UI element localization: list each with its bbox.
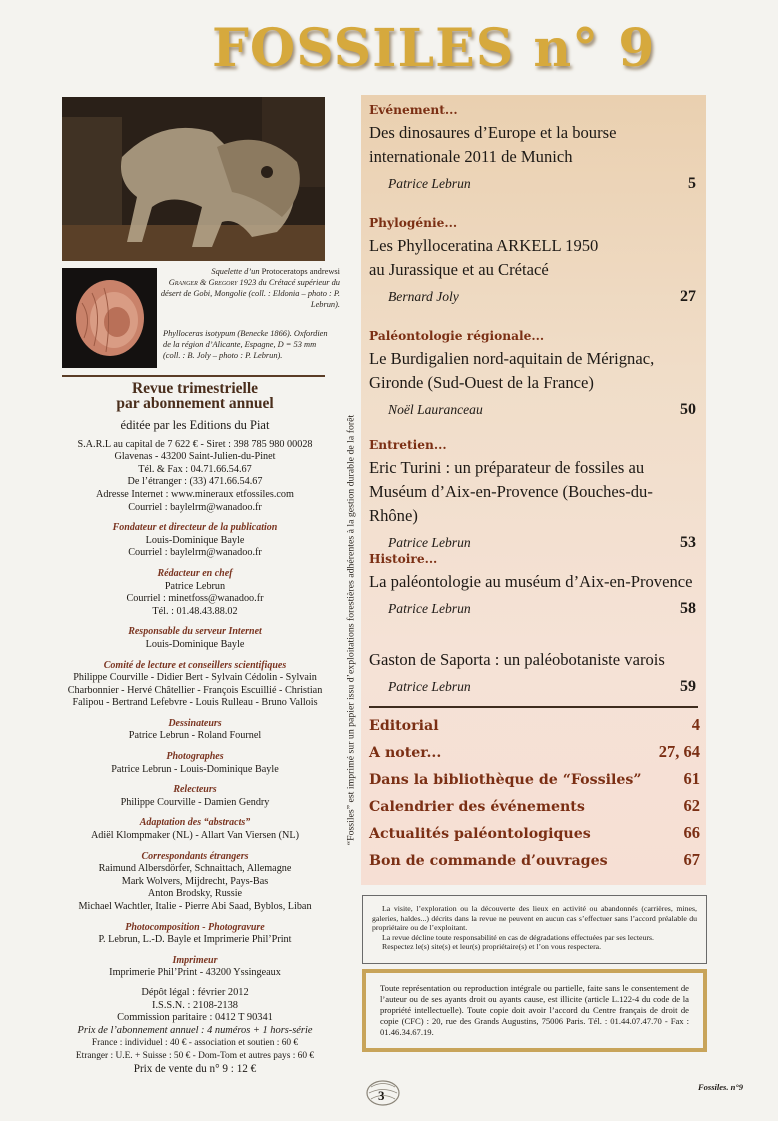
role-title: Rédacteur en chef xyxy=(157,567,233,579)
role-line: Patrice Lebrun xyxy=(164,580,226,592)
depot-line: Etranger : U.E. + Suisse : 50 € - Dom-Tom et autres pays : 60 € xyxy=(75,1050,315,1061)
toc-extra-row[interactable]: Dans la bibliothèque de “Fossiles” 61 xyxy=(369,769,700,788)
ammonite-caption: Phylloceras isotypum (Benecke 1866). Oxfordien de la région d’Alicante, Espagne, D = 53 mm (coll. : B. Joly – photo : P. Lebrun). xyxy=(163,329,328,360)
depot-line: France : individuel : 40 € - association et soutien : 60 € xyxy=(91,1038,299,1049)
toc-extra-row[interactable]: Calendrier des événements 62 xyxy=(369,796,700,815)
toc-page: 5 xyxy=(688,175,696,192)
toc-headline[interactable]: Les Phylloceratina ARKELL 1950 au Jurassique et au Crétacé xyxy=(369,236,599,279)
role-line: Michael Wachtler, Italie - Pierre Abi Saad, Byblos, Liban xyxy=(78,901,312,912)
toc-author: Noël Lauranceau xyxy=(388,402,483,417)
paper-note xyxy=(343,380,359,880)
masthead xyxy=(66,381,324,1075)
toc-section xyxy=(369,552,696,618)
toc-extra-row[interactable]: Bon de commande d’ouvrages 67 xyxy=(369,850,700,869)
copyright-notice: Toute représentation ou reproduction intégrale ou partielle, faite sans le consentement de l’auteur ou de ses ayants droit ou ayants cause, est illicite (article L.122-4 du code de la propriété intellectuelle). Toute copie doit avoir l’accord du Centre français de droit de copie (CFC) : 20, rue des Grands Augustins, 75006 Paris. Tél. : 01.44.07.47.70 - Fax : 01.46.34.67.19. xyxy=(362,969,707,1052)
toc-page: 27 xyxy=(680,288,696,305)
revue-line1: Revue trimestrielle xyxy=(131,380,259,397)
role-line: Philippe Courville - Damien Gendry xyxy=(120,796,270,808)
paper-note-text: “Fossiles” est imprimé sur un papier issu d’exploitations forestières adhérentes à la gestion durable de la forêt xyxy=(345,414,357,846)
toc-author: Patrice Lebrun xyxy=(388,535,471,550)
depot-line: I.S.S.N. : 2108-2138 xyxy=(151,999,239,1011)
role-line: Anton Brodsky, Russie xyxy=(147,888,243,900)
toc-section xyxy=(369,644,696,696)
toc-author: Patrice Lebrun xyxy=(388,601,471,616)
toc-section xyxy=(369,103,696,193)
magazine-title: FOSSILES n° 9 xyxy=(212,18,656,79)
ammonite-photo xyxy=(62,268,157,368)
role-title: Photographes xyxy=(166,751,224,763)
toc-category: Paléontologie régionale... xyxy=(369,329,545,343)
toc-headline[interactable]: Gaston de Saporta : un paléobotaniste varois xyxy=(369,650,665,669)
toc-divider xyxy=(369,706,698,708)
role-line: Raimund Albersdörfer, Schnaittach, Allemagne xyxy=(98,863,292,875)
address-line: Tél. & Fax : 04.71.66.54.67 xyxy=(138,463,252,475)
toc-extra-row[interactable]: Actualités paléontologiques 66 xyxy=(369,823,700,842)
depot-line: Prix de l’abonnement annuel : 4 numéros + 1 hors-série xyxy=(77,1024,313,1036)
footer-magazine: Fossiles. n°9 xyxy=(698,1082,743,1092)
masthead-divider xyxy=(62,375,325,377)
revue-line2: par abonnement annuel xyxy=(116,395,274,412)
toc-page: 59 xyxy=(680,678,696,695)
toc-section xyxy=(369,329,696,419)
toc-page: 50 xyxy=(680,401,696,418)
toc-author: Bernard Joly xyxy=(388,289,459,304)
toc-category: Phylogénie... xyxy=(369,216,458,230)
toc-section xyxy=(369,438,696,552)
toc-headline[interactable]: Eric Turini : un préparateur de fossiles au Muséum d’Aix-en-Provence (Bouches-du-Rhône) xyxy=(369,458,653,525)
role-line: Adiël Klompmaker (NL) - Allart Van Viersen (NL) xyxy=(90,830,300,842)
address-block xyxy=(66,439,324,515)
table-of-contents xyxy=(361,95,706,885)
role-title: Adaptation des “abstracts” xyxy=(139,817,251,829)
toc-author: Patrice Lebrun xyxy=(388,679,471,694)
toc-headline[interactable]: La paléontologie au muséum d’Aix-en-Provence xyxy=(369,572,693,591)
role-title: Fondateur et directeur de la publication xyxy=(112,522,278,534)
role-line: Patrice Lebrun - Louis-Dominique Bayle xyxy=(111,763,279,775)
address-line: Adresse Internet : www.mineraux etfossiles.com xyxy=(96,488,294,500)
role-line: Tél. : 01.48.43.88.02 xyxy=(152,605,238,617)
role-title: Responsable du serveur Internet xyxy=(128,626,262,638)
toc-extras xyxy=(369,715,700,877)
role-line: Courriel : baylelrm@wanadoo.fr xyxy=(128,547,262,559)
depot-line: Dépôt légal : février 2012 xyxy=(141,986,249,998)
role-line: Imprimerie Phil’Print - 43200 Yssingeaux xyxy=(109,967,281,979)
toc-category: Histoire... xyxy=(369,552,438,566)
toc-page: 58 xyxy=(680,600,696,617)
role-line: Courriel : minetfoss@wanadoo.fr xyxy=(126,593,264,605)
toc-category: Entretien... xyxy=(369,438,447,452)
role-line: P. Lebrun, L.-D. Bayle et Imprimerie Phil’Print xyxy=(98,934,292,946)
toc-category: Evénement... xyxy=(369,103,458,117)
role-title: Comité de lecture et conseillers scientifiques xyxy=(103,659,287,671)
editee-line: éditée par les Editions du Piat xyxy=(120,418,270,432)
depot-line: Commission paritaire : 0412 T 90341 xyxy=(117,1012,273,1024)
toc-author: Patrice Lebrun xyxy=(388,176,471,191)
depot-block xyxy=(66,987,324,1075)
toc-page: 53 xyxy=(680,534,696,551)
toc-extra-row[interactable]: A noter... 27, 64 xyxy=(369,742,700,761)
protoceratops-skeleton-photo xyxy=(62,97,325,261)
toc-extra-row[interactable]: Editorial 4 xyxy=(369,715,700,734)
toc-headline[interactable]: Le Burdigalien nord-aquitain de Mérignac, Gironde (Sud-Ouest de la France) xyxy=(369,349,655,392)
toc-headline[interactable]: Des dinosaures d’Europe et la bourse internationale 2011 de Munich xyxy=(369,123,617,166)
role-line: Patrice Lebrun - Roland Fournel xyxy=(128,730,262,742)
prix-vente: Prix de vente du n° 9 : 12 € xyxy=(133,1062,257,1075)
role-line: Falipou - Bertrand Lefebvre - Louis Rulleau - Bruno Vallois xyxy=(72,697,318,709)
role-line: Mark Wolvers, Mijdrecht, Pays-Bas xyxy=(121,875,269,887)
toc-section xyxy=(369,216,696,306)
address-line: De l’étranger : (33) 471.66.54.67 xyxy=(127,476,263,488)
role-line: Louis-Dominique Bayle xyxy=(145,534,245,546)
address-line: Courriel : baylelrm@wanadoo.fr xyxy=(128,501,262,513)
role-title: Relecteurs xyxy=(173,784,217,796)
address-line: Glavenas - 43200 Saint-Julien-du-Pinet xyxy=(114,451,276,463)
visit-notice: La visite, l’exploration ou la découverte des lieux en activité ou abandonnés (carrières, mines, galeries, haldes...) décrits dans la revue ne peuvent en aucun cas s’effectuer sans l’accord préalable du propriétaire ou de l’exploitant. La revue décline toute responsabilité en cas de dégradations effectuées par ses lecteurs. Respectez le(s) site(s) et leur(s) propriétaire(s) et l’on vous respectera. xyxy=(362,895,707,964)
role-title: Correspondants étrangers xyxy=(141,850,249,862)
role-line: Philippe Courville - Didier Bert - Sylvain Cédolin - Sylvain xyxy=(73,672,317,684)
role-title: Dessinateurs xyxy=(168,717,222,729)
role-line: Louis-Dominique Bayle xyxy=(145,638,245,650)
address-line: S.A.R.L au capital de 7 622 € - Siret : 398 785 980 00028 xyxy=(77,438,313,450)
skeleton-caption: Squelette d’un Protoceratops andrewsi Granger & Gregory 1923 du Crétacé supérieur du désert de Gobi, Mongolie (coll. : Eldonia – photo : P. Lebrun). xyxy=(160,267,340,309)
page-number: 3 xyxy=(378,1088,385,1103)
role-title: Photocomposition - Photogravure xyxy=(125,921,265,933)
role-title: Imprimeur xyxy=(172,954,218,966)
role-line: Charbonnier - Hervé Châtellier - François Escuillié - Christian xyxy=(67,684,323,696)
